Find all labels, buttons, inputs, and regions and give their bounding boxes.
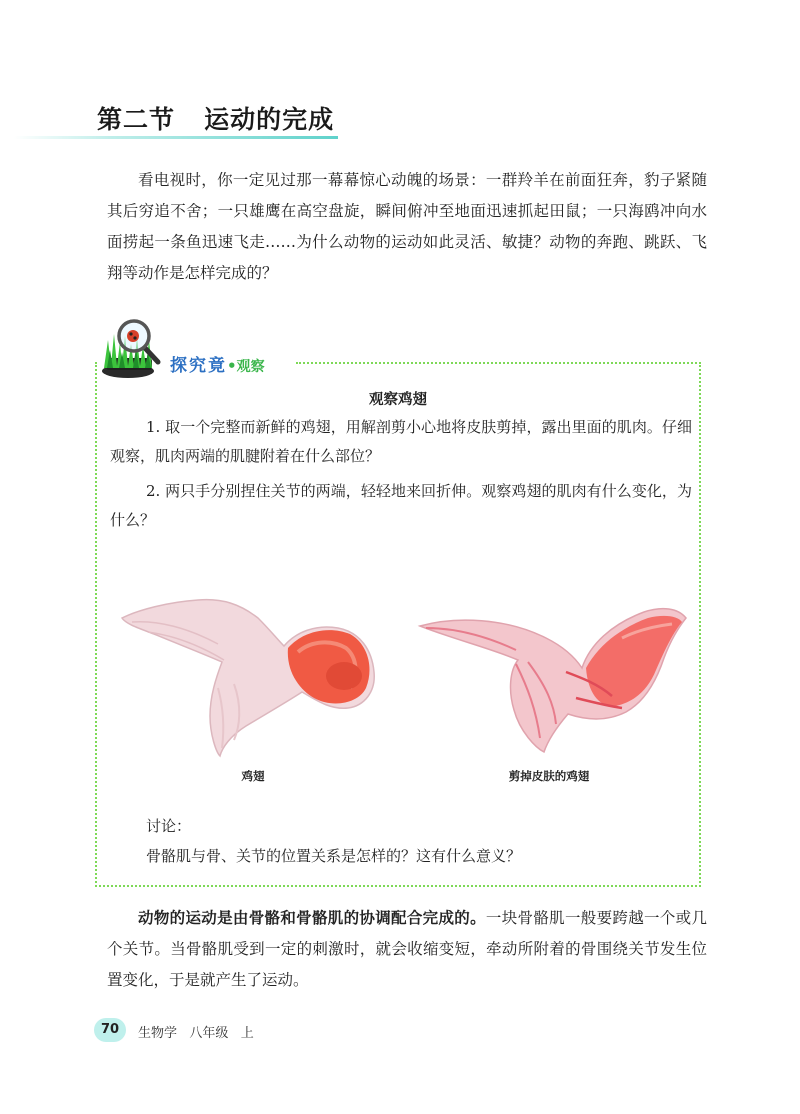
section-title: 第二节 运动的完成 xyxy=(97,105,335,134)
inquiry-label-type: 观察 xyxy=(236,359,265,375)
inquiry-label-main: 探究竟 xyxy=(170,356,227,376)
observation-step-2: 2. 两只手分别捏住关节的两端，轻轻地来回折伸。观察鸡翅的肌肉有什么变化，为什么？ xyxy=(110,482,692,529)
body-key-sentence: 动物的运动是由骨骼和骨骼肌的协调配合完成的。 xyxy=(138,909,486,927)
page-number: 70 xyxy=(94,1018,126,1042)
chicken-wing-photo xyxy=(118,588,388,760)
observation-title: 观察鸡翅 xyxy=(369,392,427,408)
body-paragraph xyxy=(107,903,707,996)
discussion-label: 讨论： xyxy=(146,817,192,835)
skinned-chicken-wing-caption: 剪掉皮肤的鸡翅 xyxy=(508,769,590,783)
inquiry-label-dot: • xyxy=(227,357,237,375)
observation-step-1: 1. 取一个完整而新鲜的鸡翅，用解剖剪小心地将皮肤剪掉，露出里面的肌肉。仔细观察，肌肉两端的肌腱附着在什么部位？ xyxy=(110,418,692,465)
intro-paragraph: 看电视时，你一定见过那一幕幕惊心动魄的场景：一群羚羊在前面狂奔，豹子紧随其后穷追不舍；一只雄鹰在高空盘旋，瞬间俯冲至地面迅速抓起田鼠；一只海鸥冲向水面捞起一条鱼迅速飞走……为什么动物的运动如此灵活、敏捷？动物的奔跑、跳跃、飞翔等动作是怎样完成的？ xyxy=(107,171,707,282)
body-text: 一块骨骼肌一般要跨越一个或几个关节。当骨骼肌受到一定的刺激时，就会收缩变短，牵动所附着的骨围绕关节发生位置变化，于是就产生了运动。 xyxy=(107,909,707,989)
book-title: 生物学 八年级 上 xyxy=(138,1026,254,1041)
title-underline xyxy=(14,136,338,139)
skinned-chicken-wing-photo xyxy=(416,598,692,754)
chicken-wing-caption: 鸡翅 xyxy=(241,769,265,783)
discussion-question: 骨骼肌与骨、关节的位置关系是怎样的？这有什么意义？ xyxy=(146,847,522,865)
